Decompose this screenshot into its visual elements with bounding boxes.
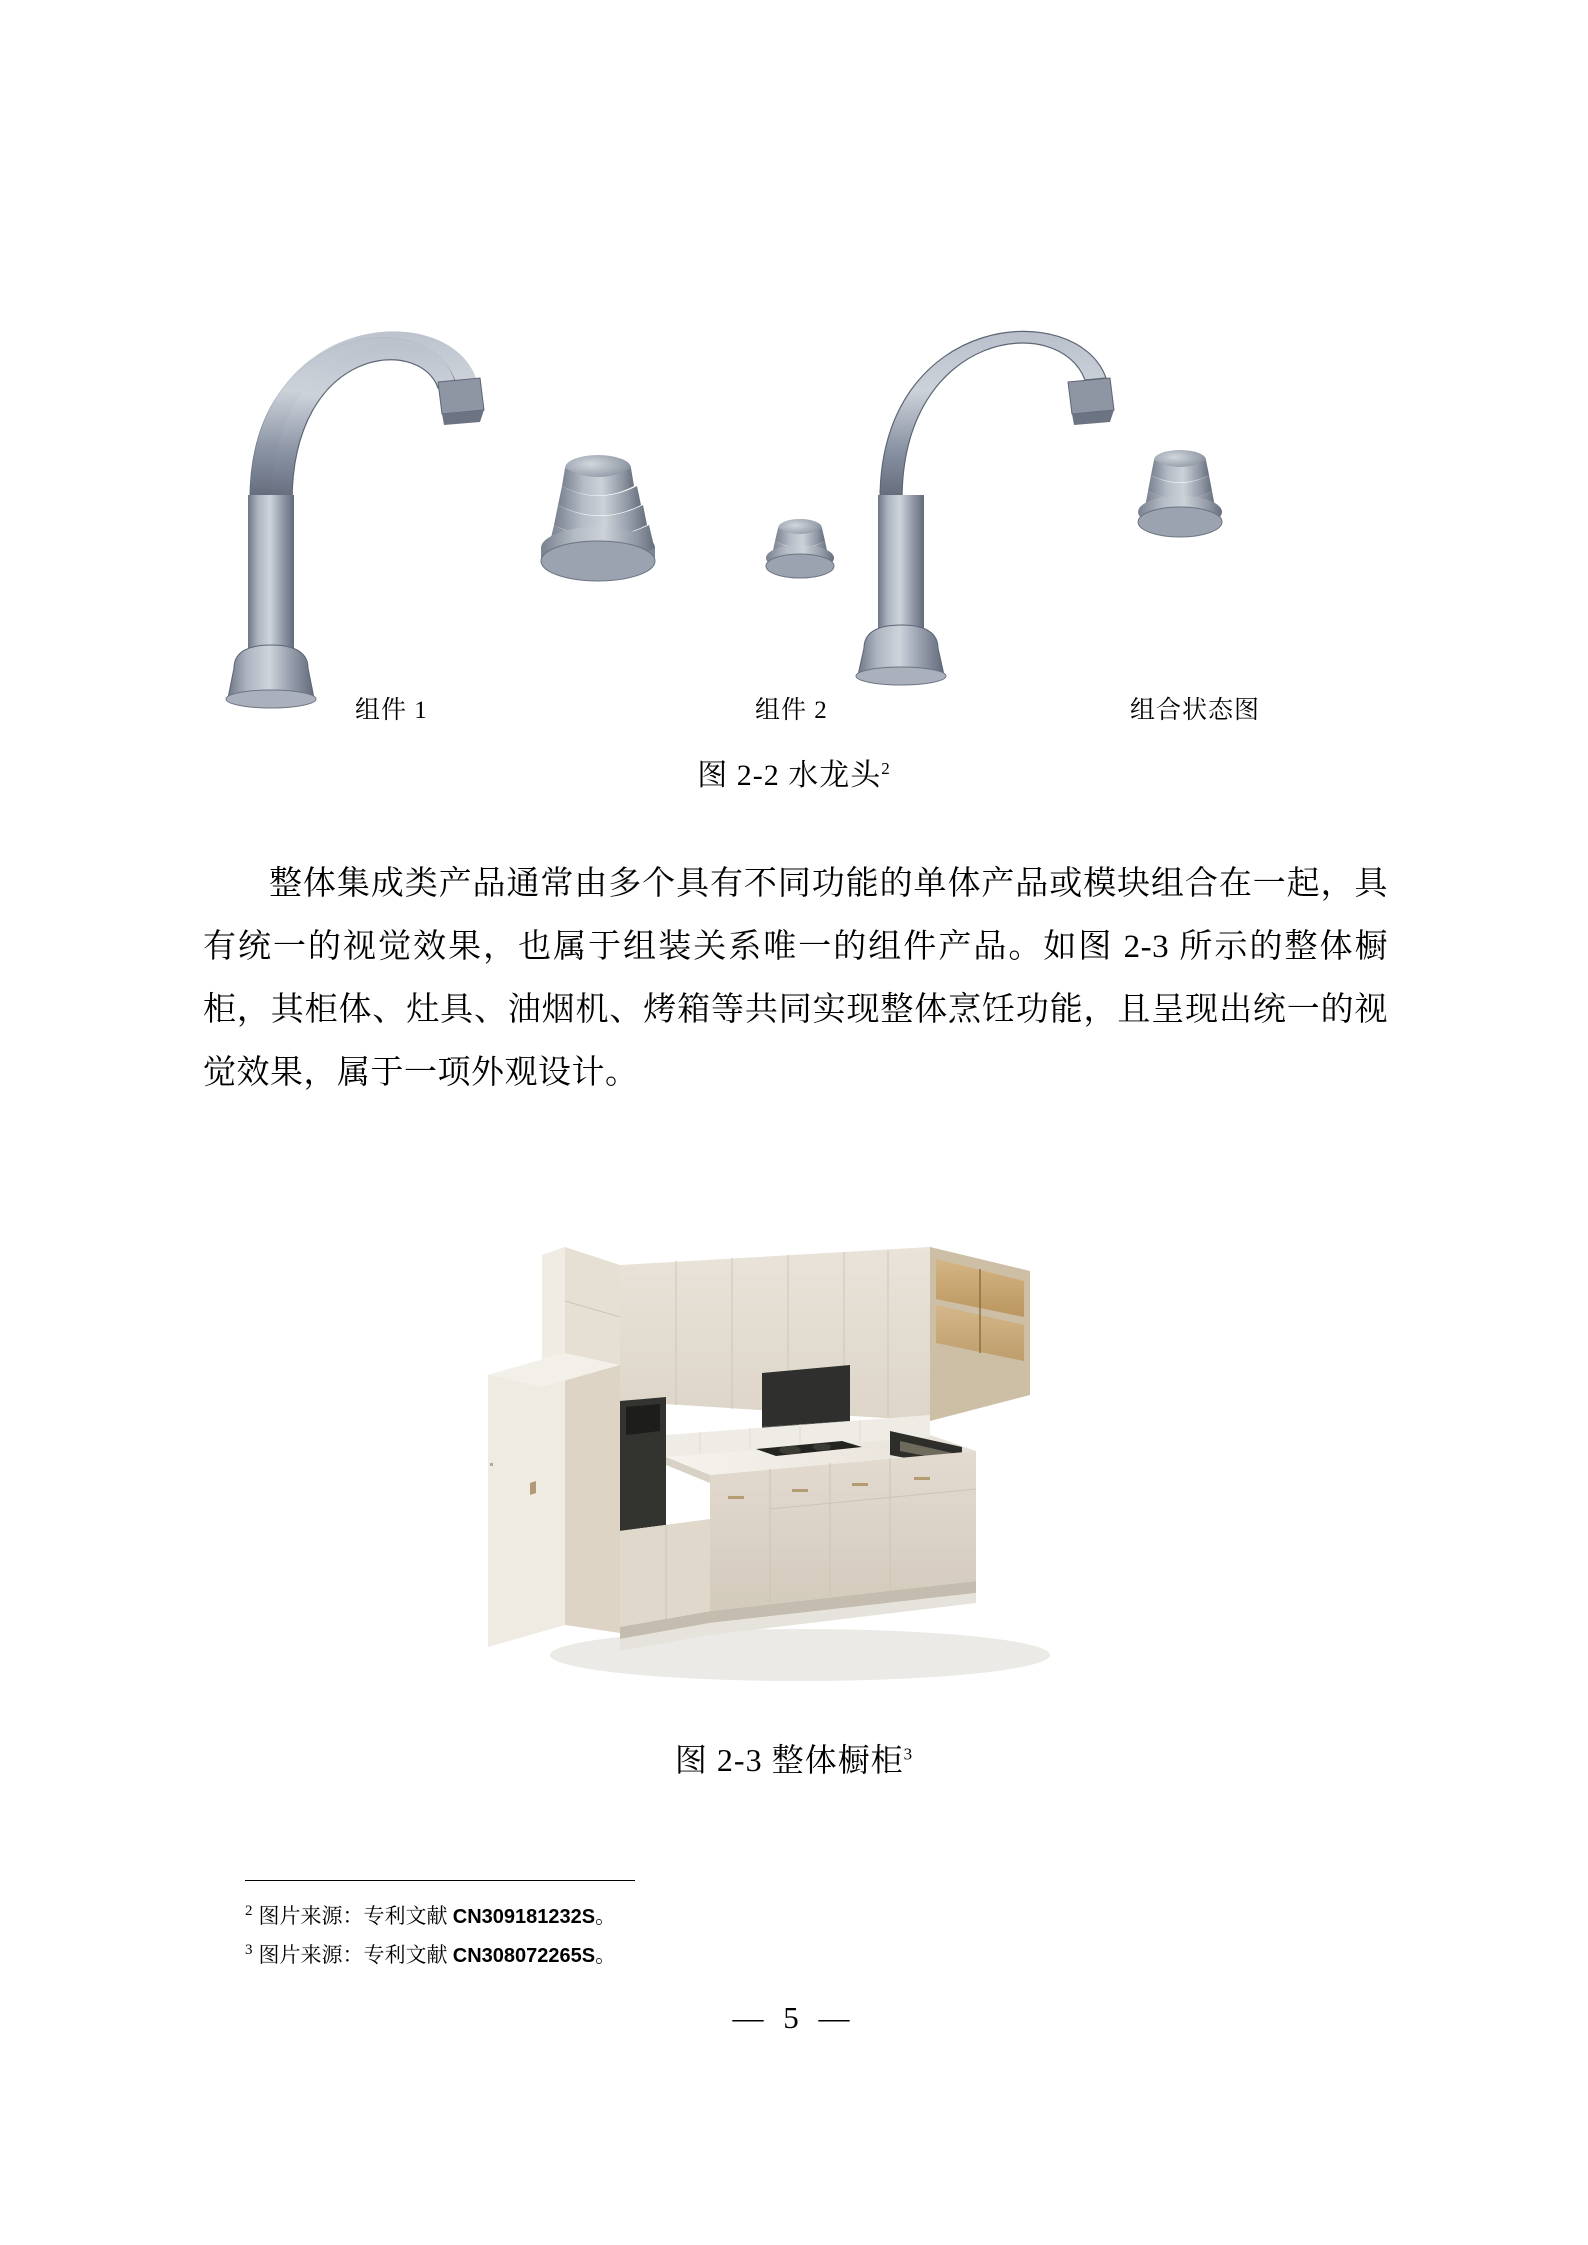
faucet-component-2	[541, 455, 655, 581]
figure-2-3-footnote-marker: 3	[903, 1744, 914, 1764]
figure-2-2-label-assembled: 组合状态图	[1130, 697, 1261, 724]
footnote-3-text: 图片来源：专利文献	[258, 1943, 453, 1967]
footnote-3-code: CN308072265S	[452, 1945, 596, 1967]
footnote-3-marker: 3	[245, 1942, 253, 1958]
footnote-2-code: CN309181232S	[452, 1906, 596, 1928]
tall-cabinet-right-face	[565, 1353, 620, 1633]
figure-2-3-image	[470, 1225, 1110, 1705]
figure-2-2-caption-text: 图 2-2 水龙头	[697, 759, 882, 792]
footnote-3	[245, 1934, 1145, 1973]
footnote-2	[245, 1895, 1145, 1934]
tall-cabinet-left-face	[488, 1353, 565, 1647]
faucet-component-1	[226, 331, 484, 708]
faucet-assembled-state	[766, 331, 1222, 685]
footnote-3-tail: 。	[595, 1943, 617, 1967]
assembled-large-knob	[1138, 450, 1222, 537]
figure-2-2-label-component-2: 组件 2	[755, 697, 828, 724]
figure-2-3-caption	[0, 1735, 1588, 1781]
assembled-small-knob	[766, 519, 834, 578]
footnote-separator	[245, 1880, 635, 1881]
assembled-faucet	[856, 331, 1114, 685]
footnote-2-marker: 2	[245, 1903, 253, 1919]
figure-2-2-labels	[180, 690, 1410, 730]
footnotes	[245, 1895, 1145, 1973]
figure-2-2-footnote-marker: 2	[881, 759, 891, 778]
footnote-2-tail: 。	[595, 1904, 617, 1928]
figure-2-2-label-component-1: 组件 1	[355, 697, 428, 724]
figure-2-3-caption-text: 图 2-3 整体橱柜	[674, 1742, 904, 1778]
range-hood	[762, 1365, 850, 1427]
body-paragraph: 整体集成类产品通常由多个具有不同功能的单体产品或模块组合在一起，具有统一的视觉效果，也属于组装关系唯一的组件产品。如图 2-3 所示的整体橱柜，其柜体、灶具、油烟机、烤箱等共同实现整体烹饪功能，且呈现出统一的视觉效果，属于一项外观设计。	[203, 866, 1388, 1091]
page-number: — 5 —	[732, 2000, 856, 2035]
figure-2-2-caption	[0, 750, 1588, 794]
footnote-2-text: 图片来源：专利文献	[258, 1904, 453, 1928]
base-cabinets-left	[620, 1519, 710, 1627]
figure-2-2-image	[180, 250, 1410, 710]
